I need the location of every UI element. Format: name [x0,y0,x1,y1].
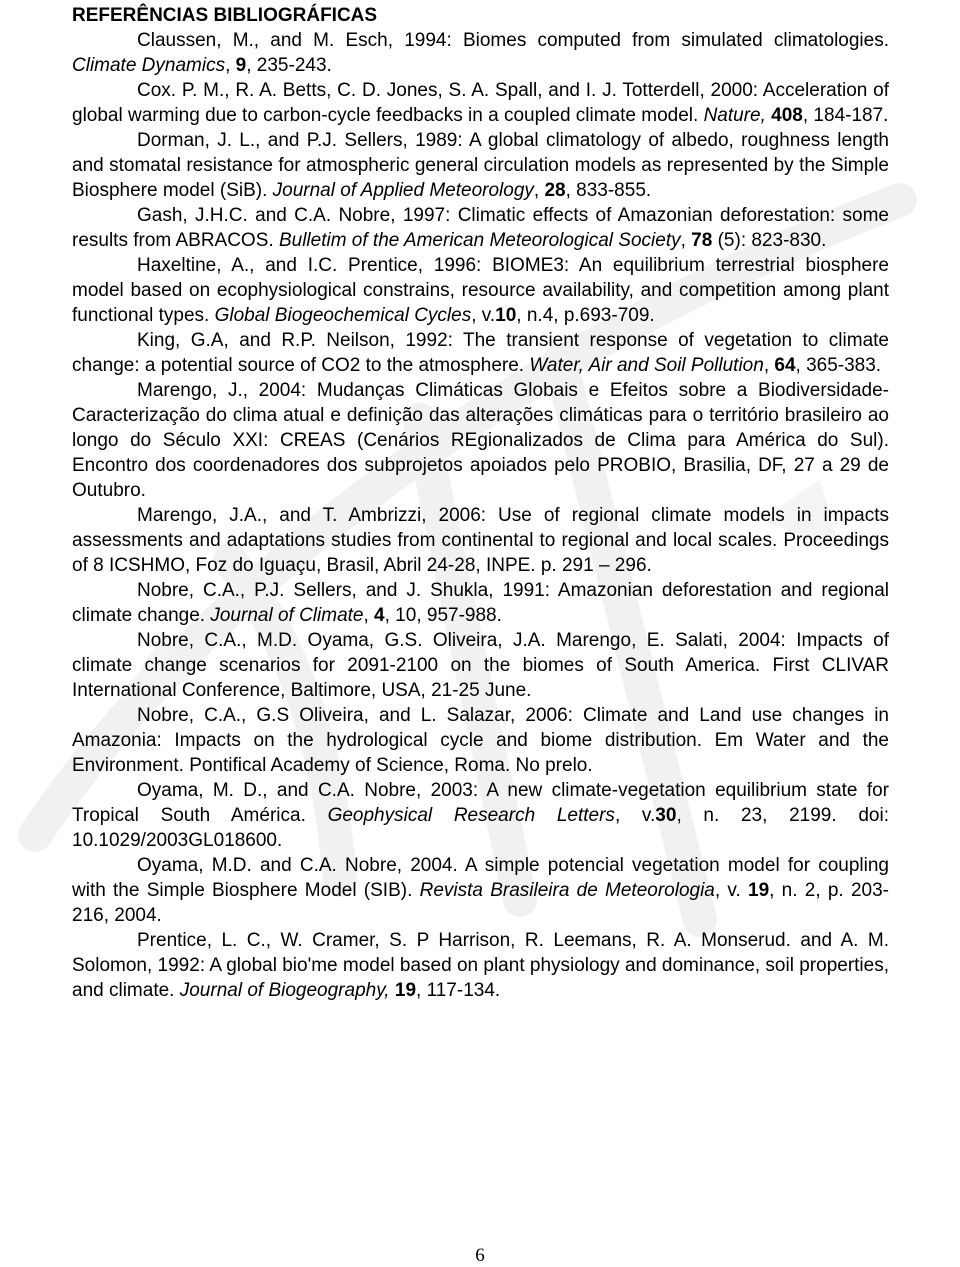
reference-text: Haxeltine, A., and I.C. Prentice, 1996: BIOME3: An equilibrium terrestrial biosphere model based on ecophysiological constrains, resource availability, and competition among plant functional types. [72,255,889,326]
reference-pages: , 365-383. [795,355,882,376]
reference-separator: , [533,180,545,201]
reference-entry [72,503,889,578]
reference-text: Gash, J.H.C. and C.A. Nobre, 1997: Climatic effects of Amazonian deforestation: some results from ABRACOS. [72,205,889,251]
reference-entry [72,378,889,503]
journal-title: Global Biogeochemical Cycles [214,305,472,326]
reference-pages: , 117-134. [416,980,501,1001]
reference-entry [72,203,889,253]
journal-title: Revista Brasileira de Meteorologia [419,880,715,901]
volume-number: 4 [374,605,385,626]
volume-number: 30 [655,805,677,826]
journal-title: Bulletim of the American Meteorological Society [278,230,681,251]
reference-pages: (5): 823-830. [712,230,827,251]
reference-text: Nobre, C.A., P.J. Sellers, and J. Shukla, 1991: Amazonian deforestation and regional climate change. [72,580,889,626]
reference-separator: , [680,230,692,251]
volume-number: 64 [774,355,796,376]
reference-entry [72,128,889,203]
reference-text: Marengo, J.A., and T. Ambrizzi, 2006: Use of regional climate models in impacts assessments and adaptations studies from continental to regional and local scales. Proceedings of 8 ICSHMO, Foz do Iguaçu, Brasil, Abril 24-28, INPE. p. 291 – 296. [72,505,889,576]
volume-number: 19 [748,880,770,901]
reference-text: Nobre, C.A., G.S Oliveira, and L. Salazar, 2006: Climate and Land use changes in Amazonia: Impacts on the hydrological cycle and biome distribution. Em Water and the Environment. Pontifical Academy of Science, Roma. No prelo. [72,705,889,776]
reference-separator: , [763,355,775,376]
reference-entry [72,253,889,328]
reference-entry [72,328,889,378]
reference-entry [72,703,889,778]
reference-pages: , n.4, p.693-709. [516,305,655,326]
reference-pages: , 235-243. [246,55,332,76]
reference-pages: , n. 23, 2199. doi: 10.1029/2003GL018600. [72,805,889,851]
reference-text: Dorman, J. L., and P.J. Sellers, 1989: A global climatology of albedo, roughness length and stomatal resistance for atmospheric general circulation models as represented by the Simple Biosphere model (SiB). [72,130,889,201]
reference-pages: , 184-187. [802,105,889,126]
volume-number: 10 [495,305,517,326]
reference-text: Cox. P. M., R. A. Betts, C. D. Jones, S. A. Spall, and I. J. Totterdell, 2000: Acceleration of global warming due to carbon-cycle feedbacks in a coupled climate model. [72,80,889,126]
reference-list [72,28,889,1003]
volume-number: 28 [544,180,566,201]
reference-separator: , v. [714,880,749,901]
journal-title: Water, Air and Soil Pollution [529,355,764,376]
references-page [72,0,889,1003]
reference-text: King, G.A, and R.P. Neilson, 1992: The transient response of vegetation to climate change: a potential source of CO2 to the atmosphere. [72,330,889,376]
journal-title: Journal of Biogeography, [179,980,390,1001]
journal-title: Nature, [703,105,766,126]
reference-entry [72,928,889,1003]
reference-text: Nobre, C.A., M.D. Oyama, G.S. Oliveira, J.A. Marengo, E. Salati, 2004: Impacts of climate change scenarios for 2091-2100 on the biomes of South America. First CLIVAR International Conference, Baltimore, USA, 21-25 June. [72,630,889,701]
reference-entry [72,78,889,128]
reference-separator: , v. [614,805,656,826]
journal-title: Geophysical Research Letters [327,805,615,826]
reference-pages: , n. 2, p. 203-216, 2004. [72,880,889,926]
volume-number: 408 [771,105,803,126]
reference-pages: , 10, 957-988. [384,605,502,626]
journal-title: Journal of Applied Meteorology [272,180,534,201]
reference-pages: , 833-855. [565,180,652,201]
reference-entry [72,853,889,928]
reference-text: Claussen, M., and M. Esch, 1994: Biomes computed from simulated climatologies. [137,30,889,51]
reference-text: Oyama, M. D., and C.A. Nobre, 2003: A new climate-vegetation equilibrium state for Tropical South América. [72,780,889,826]
journal-title: Climate Dynamics [72,55,226,76]
page-number: 6 [475,1245,485,1266]
journal-title: Journal of Climate [210,605,364,626]
reference-separator: , [225,55,236,76]
reference-text: Marengo, J., 2004: Mudanças Climáticas Globais e Efeitos sobre a Biodiversidade-Caracterização do clima atual e definição das alterações climáticas para o território brasileiro ao longo do Século XXI: CREAS (Cenários REgionalizados de Clima para América do Sul). Encontro dos coordenadores dos subprojetos apoiados pelo PROBIO, Brasilia, DF, 27 a 29 de Outubro. [72,380,889,501]
references-heading: REFERÊNCIAS BIBLIOGRÁFICAS [72,5,378,26]
reference-separator: , v. [471,305,496,326]
reference-text: Prentice, L. C., W. Cramer, S. P Harrison, R. Leemans, R. A. Monserud. and A. M. Solomon, 1992: A global bio'me model based on plant physiology and dominance, soil properties, and climate. [72,930,889,1001]
volume-number: 78 [691,230,713,251]
reference-text: Oyama, M.D. and C.A. Nobre, 2004. A simple potencial vegetation model for coupling with the Simple Biosphere Model (SIB). [72,855,889,901]
reference-separator: , [363,605,375,626]
volume-number: 19 [394,980,417,1001]
volume-number: 9 [235,55,247,76]
reference-entry [72,628,889,703]
reference-entry [72,578,889,628]
reference-entry [72,28,889,78]
reference-entry [72,778,889,853]
